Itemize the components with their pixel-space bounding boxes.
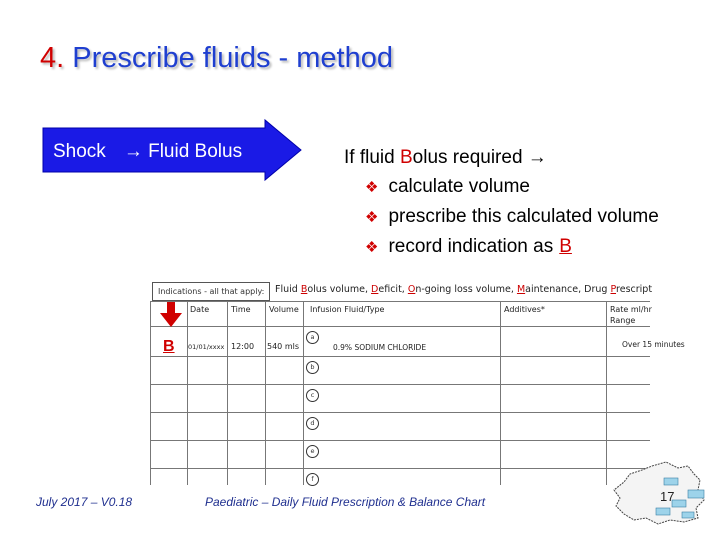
chart-grid	[150, 301, 650, 485]
indications-label: Indications - all that apply:	[152, 282, 270, 301]
title-number: 4.	[40, 42, 65, 74]
row-a-time: 12:00	[231, 342, 255, 351]
instruction-item: ❖ prescribe this calculated volume	[365, 206, 659, 227]
flow-arrow-label	[53, 141, 242, 163]
col-header-time: Time	[231, 305, 251, 314]
row-letter-f: f	[306, 473, 319, 486]
row-letter-a: a	[306, 331, 319, 344]
row-letter-e: e	[306, 445, 319, 458]
col-header-range: Range	[610, 316, 636, 325]
bullet-icon: ❖	[365, 239, 379, 256]
col-header-date: Date	[190, 305, 210, 314]
footer-version: July 2017 – V0.18	[36, 495, 133, 509]
col-header-fluid: Infusion Fluid/Type	[310, 305, 385, 314]
down-arrow-icon	[160, 302, 182, 328]
row-a-indication: B	[163, 338, 175, 355]
page-number: 17	[660, 489, 675, 504]
flow-arrow-glyph: →	[123, 141, 143, 162]
footer-chart-title: Paediatric – Daily Fluid Prescription & Balance Chart	[205, 495, 486, 509]
row-letter-d: d	[306, 417, 319, 430]
instructions-lead: If fluid Bolus required →	[344, 147, 547, 168]
row-letter-c: c	[306, 389, 319, 402]
flow-to: Fluid Bolus	[148, 141, 243, 162]
row-letter-b: b	[306, 361, 319, 374]
instructions	[344, 143, 659, 262]
row-a-volume: 540 mls	[267, 342, 299, 351]
col-header-volume: Volume	[269, 305, 299, 314]
instruction-item: ❖ calculate volume	[365, 176, 530, 197]
row-a-fluid: 0.9% SODIUM CHLORIDE	[333, 343, 427, 352]
flow-from: Shock	[53, 141, 106, 162]
row-a-date: 01/01/xxxx	[188, 343, 225, 351]
instruction-item: ❖ record indication as B	[365, 236, 572, 257]
bullet-icon: ❖	[365, 179, 379, 196]
indication-legend: Fluid Bolus volume, Deficit, On-going loss volume, Maintenance, Drug Prescript	[275, 284, 653, 295]
col-header-rate: Rate ml/hr	[610, 305, 652, 314]
title-text: Prescribe fluids - method	[72, 42, 393, 74]
bullet-icon: ❖	[365, 209, 379, 226]
slide-title	[40, 42, 393, 75]
indication-code: B	[559, 236, 572, 257]
col-header-additives: Additives*	[504, 305, 545, 314]
bolus-letter: B	[399, 147, 413, 168]
instruction-list	[344, 172, 659, 262]
row-a-rate: Over 15 minutes	[622, 340, 685, 349]
prescription-chart-excerpt	[150, 280, 685, 485]
